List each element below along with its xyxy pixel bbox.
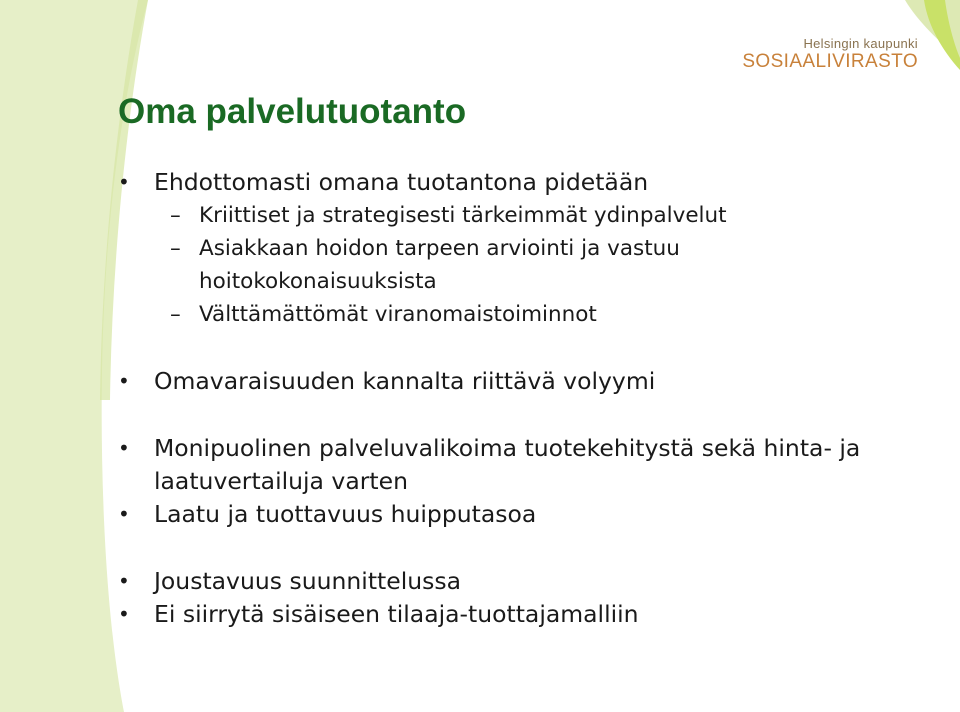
bullet-dot: • <box>118 502 130 526</box>
bullet-text: Omavaraisuuden kannalta riittävä volyymi <box>154 367 656 395</box>
bullet-item <box>118 432 954 498</box>
slide-title: Oma palvelutuotanto <box>118 92 467 131</box>
bullet-text: Ei siirrytä sisäiseen tilaaja-tuottajamalliin <box>154 600 639 628</box>
bullet-text: Laatu ja tuottavuus huipputasoa <box>154 500 537 528</box>
sub-bullet-dash: – <box>170 236 181 261</box>
sub-bullet-dash: – <box>170 302 181 327</box>
bullet-dot: • <box>118 602 130 626</box>
bullet-item <box>118 598 948 631</box>
bullet-text: Joustavuus suunnittelussa <box>154 567 462 595</box>
sub-bullet-text: Kriittiset ja strategisesti tärkeimmät ydinpalvelut <box>199 203 727 228</box>
sub-bullet-item <box>118 298 948 331</box>
bullet-dot: • <box>118 569 130 593</box>
bullet-item <box>118 565 948 598</box>
organization-logo <box>742 36 918 73</box>
bullet-dot: • <box>118 170 130 194</box>
sub-bullet-item <box>118 199 948 232</box>
bullet-item <box>118 166 948 199</box>
bullet-dot: • <box>118 436 130 460</box>
sub-bullet-text: Välttämättömät viranomaistoiminnot <box>199 302 597 327</box>
bullet-list <box>118 166 948 631</box>
logo-department-name: SOSIAALIVIRASTO <box>742 51 918 72</box>
sub-bullet-text: Asiakkaan hoidon tarpeen arviointi ja vastuu hoitokokonaisuuksista <box>199 236 680 294</box>
bullet-text: Ehdottomasti omana tuotantona pidetään <box>154 168 649 196</box>
sub-bullet-dash: – <box>170 203 181 228</box>
bullet-text: Monipuolinen palveluvalikoima tuotekehitystä sekä hinta- ja laatuvertailuja varten <box>154 434 861 495</box>
bullet-dot: • <box>118 369 130 393</box>
sub-bullet-item <box>118 232 839 298</box>
logo-city-name: Helsingin kaupunki <box>803 36 918 51</box>
bullet-item <box>118 365 948 398</box>
bullet-item <box>118 498 948 531</box>
